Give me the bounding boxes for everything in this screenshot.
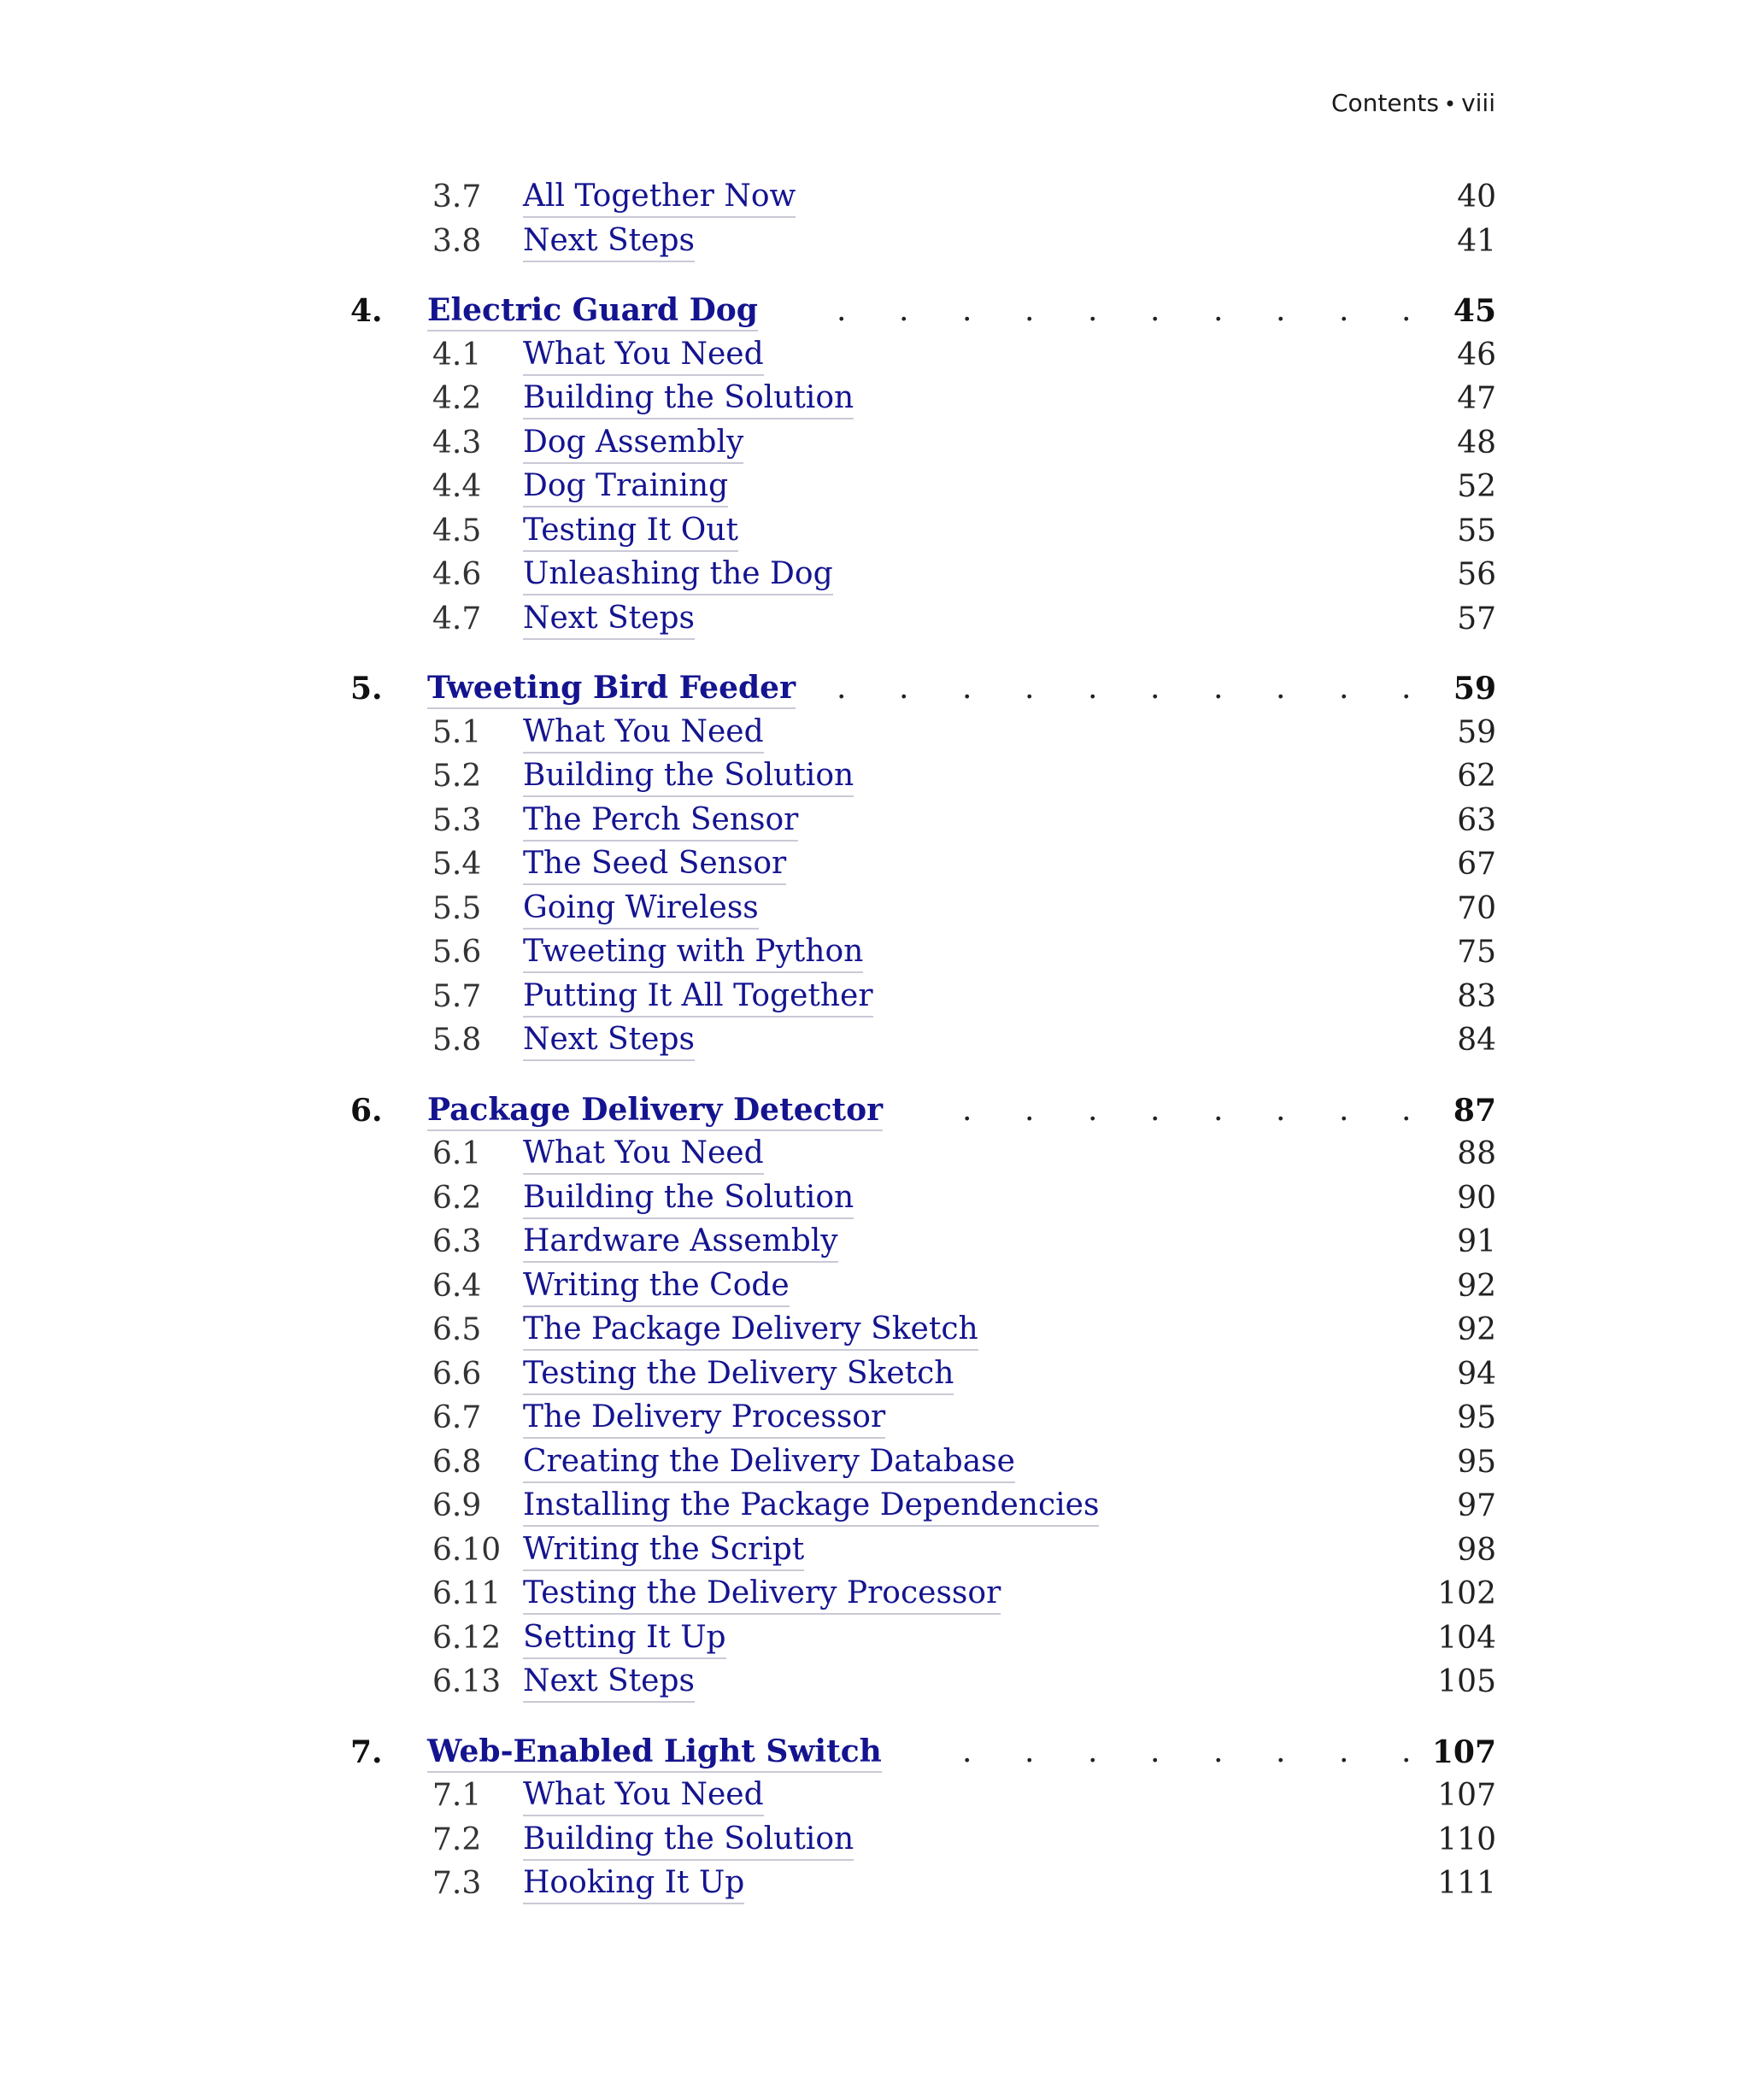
toc-entry-number: 6.10 <box>432 1533 502 1568</box>
toc-section-link[interactable]: Dog Assembly <box>523 423 743 464</box>
toc-section-link[interactable]: Hardware Assembly <box>523 1222 838 1263</box>
leader-dot: . <box>1150 1093 1160 1128</box>
leader-dot: . <box>1339 1093 1349 1128</box>
toc-entry-number: 7.1 <box>432 1778 482 1813</box>
toc-section-link[interactable]: Building the Solution <box>523 378 854 419</box>
toc-section-row <box>0 799 1750 843</box>
toc-entry-number: 3.7 <box>432 179 482 214</box>
toc-entry-page: 95 <box>1457 1400 1496 1435</box>
toc-section-row <box>0 1774 1750 1818</box>
toc-entry-page: 87 <box>1453 1093 1496 1129</box>
toc-entry-page: 107 <box>1437 1778 1496 1813</box>
toc-chapter-row <box>0 1088 1750 1133</box>
leader-dot: . <box>1213 671 1224 706</box>
toc-entry-page: 97 <box>1457 1488 1496 1523</box>
toc-entry-number: 7. <box>350 1734 383 1770</box>
toc-section-link[interactable]: Dog Training <box>523 466 728 507</box>
toc-section-link[interactable]: Building the Solution <box>523 756 854 797</box>
toc-section-link[interactable]: Next Steps <box>523 599 695 640</box>
leader-dot: . <box>1088 1093 1098 1128</box>
toc-entry-number: 7.2 <box>432 1822 482 1857</box>
toc-section-row <box>0 754 1750 799</box>
running-head-label: Contents <box>1330 89 1439 117</box>
toc-section-row <box>0 1660 1750 1704</box>
toc-entry-page: 102 <box>1437 1576 1496 1611</box>
toc-entry-page: 57 <box>1457 601 1496 636</box>
toc-entry-page: 83 <box>1457 979 1496 1014</box>
toc-entry-number: 5.8 <box>432 1023 482 1058</box>
running-head-page: viii <box>1461 89 1495 117</box>
leader-dot: . <box>962 293 972 328</box>
toc-section-link[interactable]: What You Need <box>523 713 764 754</box>
toc-entry-number: 4. <box>350 293 383 329</box>
toc-entry-number: 3.8 <box>432 224 482 259</box>
toc-section-link[interactable]: Writing the Script <box>523 1530 804 1571</box>
leader-dot: . <box>899 671 909 706</box>
toc-entry-page: 90 <box>1457 1181 1496 1216</box>
leader-dot: . <box>1088 293 1098 328</box>
toc-entry-page: 111 <box>1437 1866 1496 1901</box>
toc-entry-number: 4.4 <box>432 469 482 504</box>
toc-section-row <box>0 1132 1750 1176</box>
toc-section-row <box>0 509 1750 554</box>
toc-entry-page: 63 <box>1457 803 1496 838</box>
leader-dot: . <box>1276 1093 1286 1128</box>
leader-dot: . <box>962 1734 972 1769</box>
toc-entry-page: 40 <box>1457 179 1496 214</box>
leader-dot: . <box>962 671 972 706</box>
leader-dot: . <box>1213 293 1224 328</box>
toc-entry-page: 75 <box>1457 935 1496 970</box>
toc-entry-page: 105 <box>1437 1664 1496 1699</box>
toc-section-link[interactable]: The Package Delivery Sketch <box>523 1310 978 1351</box>
toc-section-row <box>0 421 1750 466</box>
toc-entry-number: 6.12 <box>432 1621 502 1656</box>
toc-section-link[interactable]: What You Need <box>523 1134 764 1175</box>
toc-entry-number: 4.7 <box>432 601 482 636</box>
toc-section-row <box>0 333 1750 378</box>
toc-entry-page: 59 <box>1457 715 1496 750</box>
leader-dot: . <box>899 293 909 328</box>
toc-entry-page: 67 <box>1457 847 1496 882</box>
toc-entry-number: 6.6 <box>432 1357 482 1392</box>
toc-entry-page: 47 <box>1457 381 1496 416</box>
leader-dot: . <box>1339 293 1349 328</box>
toc-section-link[interactable]: Building the Solution <box>523 1820 854 1861</box>
toc-entry-page: 92 <box>1457 1269 1496 1304</box>
toc-entry-page: 59 <box>1453 671 1496 707</box>
toc-chapter-link[interactable]: Electric Guard Dog <box>427 290 758 331</box>
toc-entry-number: 5. <box>350 671 383 707</box>
toc-entry-number: 6.1 <box>432 1136 482 1171</box>
toc-entry-number: 6.9 <box>432 1488 482 1523</box>
toc-entry-page: 48 <box>1457 425 1496 460</box>
toc-section-row <box>0 1352 1750 1397</box>
toc-section-link[interactable]: Next Steps <box>523 221 695 262</box>
toc-section-row <box>0 887 1750 931</box>
toc-section-link[interactable]: Next Steps <box>523 1662 695 1703</box>
toc-section-row <box>0 1396 1750 1440</box>
leader-dot: . <box>962 1093 972 1128</box>
toc-entry-page: 92 <box>1457 1312 1496 1347</box>
toc-section-link[interactable]: What You Need <box>523 335 764 376</box>
toc-section-row <box>0 465 1750 509</box>
toc-chapter-link[interactable]: Package Delivery Detector <box>427 1090 883 1131</box>
toc-section-link[interactable]: Testing the Delivery Processor <box>523 1574 1001 1615</box>
toc-section-row <box>0 1440 1750 1485</box>
leader-dot: . <box>1150 1734 1160 1769</box>
toc-chapter-link[interactable]: Web-Enabled Light Switch <box>427 1732 882 1773</box>
leader-dot: . <box>1213 1093 1224 1128</box>
toc-section-link[interactable]: The Seed Sensor <box>523 844 786 885</box>
toc-section-row <box>0 1572 1750 1616</box>
toc-entry-page: 55 <box>1457 513 1496 548</box>
leader-dot: . <box>1150 293 1160 328</box>
toc-section-link[interactable]: Testing the Delivery Sketch <box>523 1354 954 1395</box>
toc-section-link[interactable]: Tweeting with Python <box>523 932 863 973</box>
toc-entry-number: 6.4 <box>432 1269 482 1304</box>
toc-section-row <box>0 597 1750 642</box>
toc-entry-number: 6.13 <box>432 1664 502 1699</box>
leader-dot: . <box>1150 671 1160 706</box>
leader-dot: . <box>1401 1734 1412 1769</box>
toc-entry-number: 6. <box>350 1093 383 1129</box>
leader-dot: . <box>1276 671 1286 706</box>
toc-entry-page: 41 <box>1457 224 1496 259</box>
toc-section-row <box>0 1220 1750 1264</box>
toc-entry-number: 5.2 <box>432 759 482 794</box>
leader-dot: . <box>1025 671 1035 706</box>
toc-section-row <box>0 1484 1750 1528</box>
toc-entry-number: 5.7 <box>432 979 482 1014</box>
toc-entry-page: 88 <box>1457 1136 1496 1171</box>
toc-entry-number: 4.6 <box>432 557 482 592</box>
toc-entry-number: 4.2 <box>432 381 482 416</box>
toc-chapter-link[interactable]: Tweeting Bird Feeder <box>427 668 796 709</box>
toc-entry-number: 6.3 <box>432 1224 482 1259</box>
toc-section-row <box>0 1528 1750 1573</box>
toc-entry-page: 95 <box>1457 1445 1496 1480</box>
toc-section-link[interactable]: Hooking It Up <box>523 1863 744 1904</box>
toc-entry-page: 52 <box>1457 469 1496 504</box>
toc-entry-number: 5.6 <box>432 935 482 970</box>
toc-section-link[interactable]: Unleashing the Dog <box>523 554 833 595</box>
toc-section-link[interactable]: Setting It Up <box>523 1618 726 1659</box>
toc-entry-page: 62 <box>1457 759 1496 794</box>
toc-section-row <box>0 1308 1750 1352</box>
toc-entry-page: 91 <box>1457 1224 1496 1259</box>
leader-dot: . <box>1025 1093 1035 1128</box>
toc-entry-page: 104 <box>1437 1621 1496 1656</box>
toc-section-row <box>0 1176 1750 1221</box>
toc-entry-number: 6.2 <box>432 1181 482 1216</box>
leader-dot: . <box>1025 1734 1035 1769</box>
toc-entry-page: 98 <box>1457 1533 1496 1568</box>
toc-section-row <box>0 553 1750 597</box>
toc-section-row <box>0 175 1750 220</box>
leader-dot: . <box>1339 671 1349 706</box>
running-head <box>1196 89 1495 117</box>
toc-section-row <box>0 1862 1750 1906</box>
toc-entry-page: 110 <box>1437 1822 1496 1857</box>
toc-entry-number: 4.3 <box>432 425 482 460</box>
toc-entry-number: 6.5 <box>432 1312 482 1347</box>
toc-section-row <box>0 1018 1750 1063</box>
leader-dot: . <box>1276 1734 1286 1769</box>
toc-section-link[interactable]: Writing the Code <box>523 1266 790 1307</box>
toc-chapter-row <box>0 1730 1750 1774</box>
toc-section-link[interactable]: The Perch Sensor <box>523 801 798 842</box>
toc-entry-number: 4.5 <box>432 513 482 548</box>
toc-entry-number: 5.4 <box>432 847 482 882</box>
toc-entry-page: 107 <box>1431 1734 1496 1770</box>
toc-entry-page: 84 <box>1457 1023 1496 1058</box>
running-head-separator: • <box>1443 92 1457 116</box>
toc-section-row <box>0 220 1750 264</box>
leader-dot: . <box>837 293 847 328</box>
toc-section-link[interactable]: Next Steps <box>523 1020 695 1061</box>
toc-entry-number: 5.1 <box>432 715 482 750</box>
toc-section-row <box>0 975 1750 1019</box>
leader-dot: . <box>1025 293 1035 328</box>
leader-dot: . <box>837 671 847 706</box>
toc-section-row <box>0 930 1750 975</box>
toc-entry-page: 46 <box>1457 337 1496 372</box>
toc-section-row <box>0 1818 1750 1862</box>
toc-entry-number: 7.3 <box>432 1866 482 1901</box>
leader-dot: . <box>1088 1734 1098 1769</box>
toc-chapter-row <box>0 289 1750 333</box>
leader-dot: . <box>1339 1734 1349 1769</box>
toc-section-link[interactable]: Putting It All Together <box>523 977 873 1018</box>
toc-section-link[interactable]: Testing It Out <box>523 511 738 552</box>
toc-section-row <box>0 842 1750 887</box>
toc-section-link[interactable]: The Delivery Processor <box>523 1398 885 1439</box>
toc-entry-number: 4.1 <box>432 337 482 372</box>
toc-section-row <box>0 377 1750 421</box>
leader-dot: . <box>1276 293 1286 328</box>
toc-section-link[interactable]: Going Wireless <box>523 889 759 930</box>
toc-section-row <box>0 711 1750 755</box>
leader-dot: . <box>1401 293 1412 328</box>
toc-entry-number: 5.5 <box>432 891 482 926</box>
toc-section-link[interactable]: Building the Solution <box>523 1178 854 1219</box>
leader-dot: . <box>1401 1093 1412 1128</box>
leader-dot: . <box>1401 671 1412 706</box>
toc-entry-page: 94 <box>1457 1357 1496 1392</box>
toc-entry-number: 6.8 <box>432 1445 482 1480</box>
toc-section-row <box>0 1616 1750 1661</box>
toc-section-link[interactable]: All Together Now <box>523 177 796 218</box>
toc-entry-page: 70 <box>1457 891 1496 926</box>
toc-entry-page: 56 <box>1457 557 1496 592</box>
toc-entry-page: 45 <box>1453 293 1496 329</box>
toc-section-link[interactable]: What You Need <box>523 1775 764 1816</box>
toc-entry-number: 6.11 <box>432 1576 502 1611</box>
toc-chapter-row <box>0 666 1750 711</box>
toc-entry-number: 6.7 <box>432 1400 482 1435</box>
toc-section-row <box>0 1264 1750 1309</box>
toc-section-link[interactable]: Installing the Package Dependencies <box>523 1486 1099 1527</box>
leader-dot: . <box>1213 1734 1224 1769</box>
toc-section-link[interactable]: Creating the Delivery Database <box>523 1442 1015 1483</box>
leader-dot: . <box>1088 671 1098 706</box>
toc-entry-number: 5.3 <box>432 803 482 838</box>
